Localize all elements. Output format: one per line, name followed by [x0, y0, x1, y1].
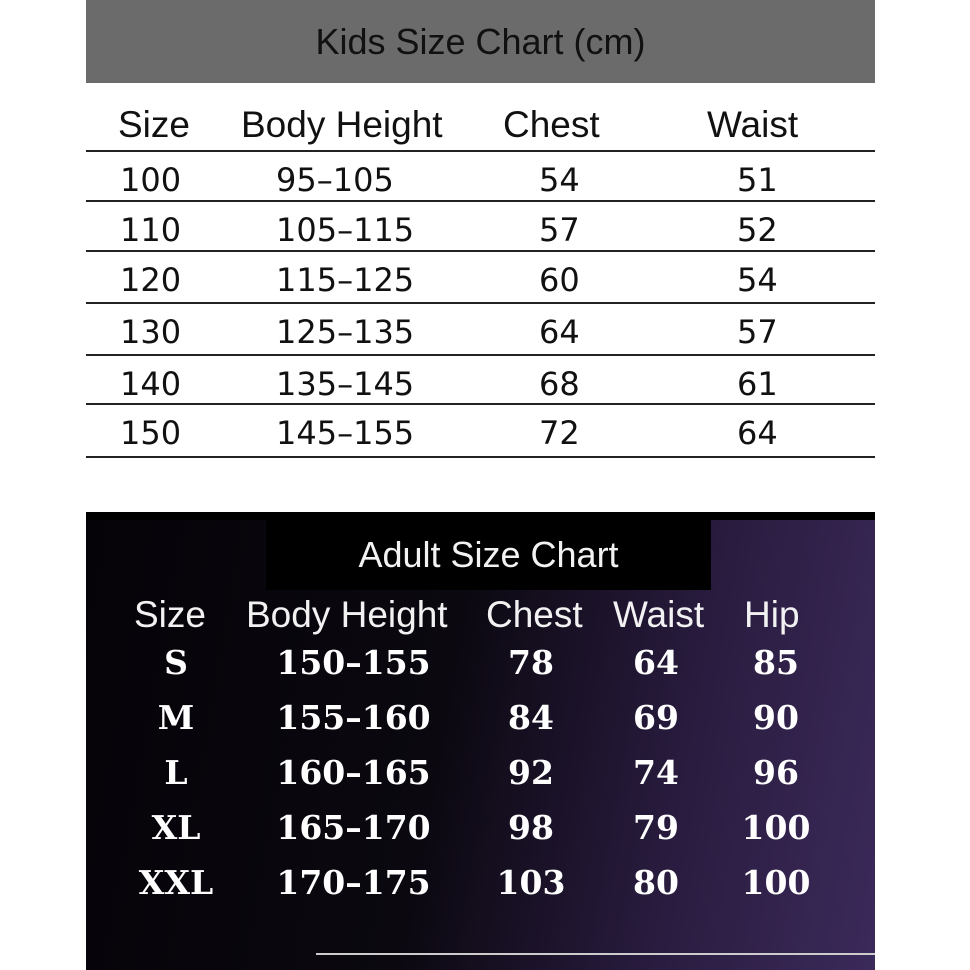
adult-cell-size: L: [164, 753, 188, 792]
adult-cell-body-height: 165–170: [276, 808, 431, 847]
adult-col-body-height: Body Height: [246, 594, 448, 635]
kids-cell-waist: 57: [737, 313, 778, 351]
kids-cell-chest: 54: [539, 161, 580, 199]
adult-cell-waist: 79: [633, 808, 679, 847]
adult-cell-chest: 103: [496, 863, 566, 902]
adult-cell-hip: 85: [753, 643, 799, 682]
size-chart-sheet: [86, 0, 875, 970]
kids-cell-body-height: 135–145: [276, 365, 415, 403]
kids-cell-waist: 52: [737, 211, 778, 249]
kids-col-size: Size: [118, 104, 190, 145]
adult-cell-waist: 64: [633, 643, 679, 682]
kids-col-body-height: Body Height: [241, 104, 443, 145]
kids-cell-body-height: 105–115: [276, 211, 415, 249]
kids-col-chest: Chest: [503, 104, 600, 145]
kids-size-chart: [86, 0, 875, 512]
kids-cell-body-height: 125–135: [276, 313, 415, 351]
adult-cell-hip: 100: [741, 863, 811, 902]
kids-cell-body-height: 115–125: [276, 261, 415, 299]
adult-cell-hip: 90: [753, 698, 799, 737]
kids-cell-waist: 61: [737, 365, 778, 403]
adult-col-waist: Waist: [613, 594, 705, 635]
adult-cell-chest: 78: [508, 643, 554, 682]
adult-top-band: [86, 512, 875, 520]
adult-cell-size: XXL: [138, 863, 214, 902]
kids-col-waist: Waist: [707, 104, 799, 145]
adult-size-chart: [86, 512, 875, 970]
adult-cell-waist: 69: [633, 698, 679, 737]
kids-table-row: [86, 252, 875, 304]
adult-cell-body-height: 155–160: [276, 698, 431, 737]
adult-col-chest: Chest: [486, 594, 583, 635]
kids-row-divider: [86, 456, 875, 458]
adult-cell-waist: 80: [633, 863, 679, 902]
kids-cell-size: 150: [120, 414, 182, 452]
kids-cell-size: 130: [120, 313, 182, 351]
kids-cell-waist: 54: [737, 261, 778, 299]
adult-cell-chest: 84: [508, 698, 554, 737]
adult-bottom-divider: [316, 953, 875, 955]
adult-cell-chest: 92: [508, 753, 554, 792]
kids-cell-chest: 60: [539, 261, 580, 299]
kids-cell-chest: 64: [539, 313, 580, 351]
adult-cell-chest: 98: [508, 808, 554, 847]
kids-chart-title: Kids Size Chart (cm): [86, 0, 875, 83]
kids-cell-size: 140: [120, 365, 182, 403]
kids-cell-waist: 64: [737, 414, 778, 452]
adult-cell-body-height: 170–175: [276, 863, 431, 902]
kids-table-row: [86, 152, 875, 202]
kids-cell-size: 100: [120, 161, 182, 199]
adult-cell-size: XL: [151, 808, 201, 847]
adult-col-hip: Hip: [744, 594, 800, 635]
kids-table-row: [86, 304, 875, 356]
kids-cell-size: 120: [120, 261, 182, 299]
kids-table-row: [86, 356, 875, 405]
adult-cell-hip: 96: [753, 753, 799, 792]
kids-cell-size: 110: [120, 211, 182, 249]
adult-cell-size: M: [157, 698, 195, 737]
kids-table-row: [86, 405, 875, 458]
adult-cell-body-height: 160–165: [276, 753, 431, 792]
adult-cell-waist: 74: [633, 753, 679, 792]
adult-cell-hip: 100: [741, 808, 811, 847]
adult-col-size: Size: [134, 594, 206, 635]
kids-cell-waist: 51: [737, 161, 778, 199]
kids-cell-chest: 57: [539, 211, 580, 249]
adult-chart-title: Adult Size Chart: [266, 520, 711, 590]
kids-cell-body-height: 145–155: [276, 414, 415, 452]
kids-table-row: [86, 202, 875, 252]
kids-cell-chest: 68: [539, 365, 580, 403]
kids-cell-body-height: 95–105: [276, 161, 394, 199]
adult-cell-size: S: [164, 643, 188, 682]
adult-cell-body-height: 150–155: [276, 643, 431, 682]
kids-cell-chest: 72: [539, 414, 580, 452]
